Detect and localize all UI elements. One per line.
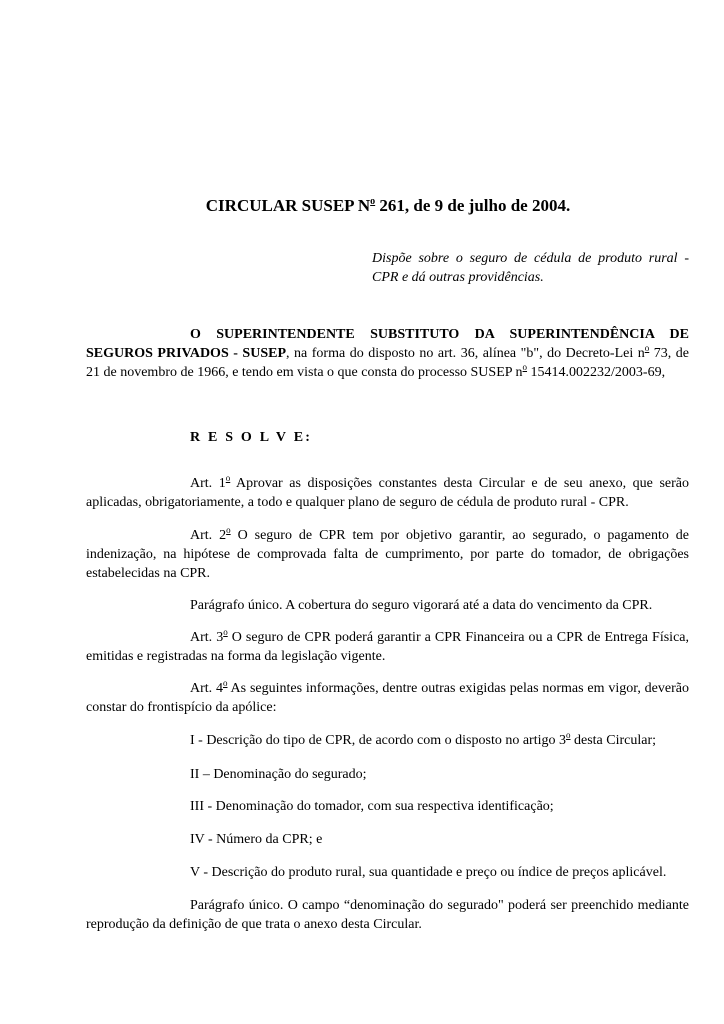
article-3-label: Art. 3 bbox=[190, 630, 224, 645]
preamble-text-1: , na forma do disposto no art. 36, alínea "b", do Decreto-Lei n bbox=[286, 346, 645, 361]
summary-ementa: Dispõe sobre o seguro de cédula de produto rural - CPR e dá outras providências. bbox=[372, 251, 689, 285]
list-item: II – Denominação do segurado; bbox=[190, 767, 367, 782]
preamble-paragraph bbox=[86, 325, 689, 382]
item-1-text: I - Descrição do tipo de CPR, de acordo com o disposto no artigo 3 bbox=[190, 733, 566, 748]
article-2-label: Art. 2 bbox=[190, 528, 227, 543]
article-4-ordinal: o bbox=[223, 678, 228, 688]
preamble-authority: O SUPERINTENDENTE SUBSTITUTO DA SUPERINTENDÊNCIA DE SEGUROS PRIVADOS - SUSEP bbox=[86, 327, 689, 361]
resolve-heading: R E S O L V E: bbox=[190, 430, 313, 445]
article-3-text: O seguro de CPR poderá garantir a CPR Financeira ou a CPR de Entrega Física, emitidas e registradas na forma da legislação vigente. bbox=[86, 630, 689, 664]
article-3-ordinal: o bbox=[223, 627, 228, 637]
article-2-text: O seguro de CPR tem por objetivo garantir, ao segurado, o pagamento de indenização, na hipótese de comprovada falta de cumprimento, por parte do tomador, de obrigações estabelecidas na CPR. bbox=[86, 528, 689, 581]
preamble-text-2: 73, de 21 de novembro de 1966, e tendo em vista o que consta do processo SUSEP n bbox=[86, 346, 689, 380]
article-1-label: Art. 1 bbox=[190, 476, 226, 491]
preamble-text-3: 15414.002232/2003-69, bbox=[527, 365, 666, 380]
article-1-text: Aprovar as disposições constantes desta Circular e de seu anexo, que serão aplicadas, obrigatoriamente, a todo e qualquer plano de seguro de cédula de produto rural - CPR. bbox=[86, 476, 689, 510]
document-title bbox=[0, 196, 724, 216]
title-text: CIRCULAR SUSEP N bbox=[205, 196, 371, 215]
article-2 bbox=[86, 526, 689, 583]
article-4-label: Art. 4 bbox=[190, 681, 223, 696]
article-2-sole-paragraph: Parágrafo único. A cobertura do seguro vigorará até a data do vencimento da CPR. bbox=[190, 598, 653, 613]
title-date: 261, de 9 de julho de 2004. bbox=[375, 196, 571, 215]
article-4-sole-paragraph: Parágrafo único. O campo “denominação do segurado" poderá ser preenchido mediante reprodução da definição de que trata o anexo desta Circular. bbox=[86, 898, 689, 932]
article-3 bbox=[86, 628, 689, 666]
list-item: III - Denominação do tomador, com sua respectiva identificação; bbox=[190, 799, 554, 814]
title-ordinal: o bbox=[370, 196, 376, 207]
preamble-ordinal-1: o bbox=[644, 343, 650, 353]
item-1-tail: desta Circular; bbox=[570, 733, 657, 748]
list-item: V - Descrição do produto rural, sua quantidade e preço ou índice de preços aplicável. bbox=[190, 865, 667, 880]
list-item bbox=[190, 731, 656, 750]
article-4 bbox=[86, 679, 689, 717]
article-2-ordinal: o bbox=[226, 525, 231, 535]
list-item: IV - Número da CPR; e bbox=[190, 832, 323, 847]
item-1-ordinal: o bbox=[565, 730, 571, 740]
article-4-text: As seguintes informações, dentre outras exigidas pelas normas em vigor, deverão constar do frontispício da apólice: bbox=[86, 681, 689, 715]
article-1-ordinal: o bbox=[225, 473, 231, 483]
preamble-ordinal-2: o bbox=[522, 362, 528, 372]
article-1 bbox=[86, 474, 689, 512]
